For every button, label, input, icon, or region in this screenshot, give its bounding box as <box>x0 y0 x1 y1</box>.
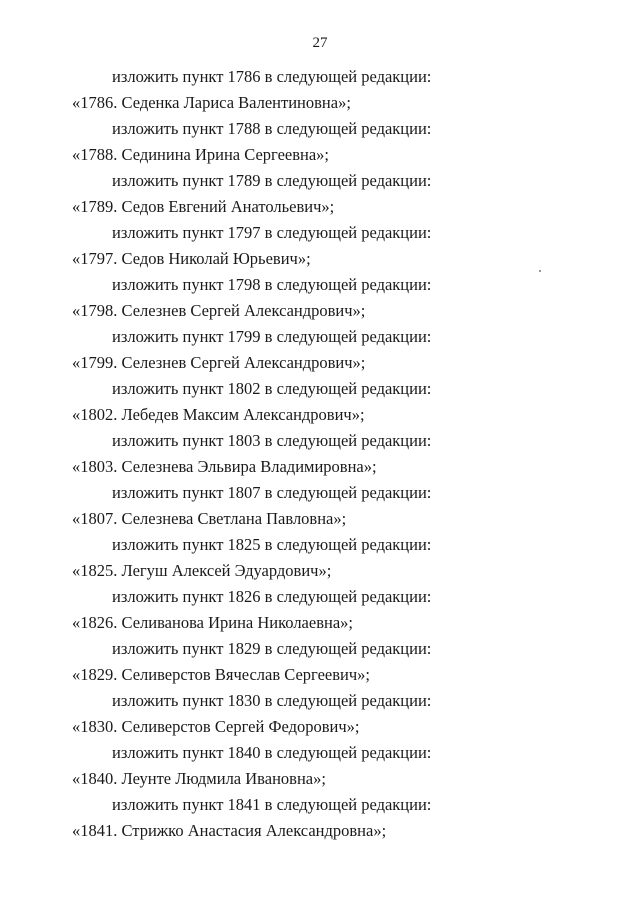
page-number: 27 <box>312 35 328 51</box>
amendment-text: «1802. Лебедев Максим Александрович»; <box>72 405 365 424</box>
amendment-text: «1788. Сединина Ирина Сергеевна»; <box>72 145 330 164</box>
amendment-instruction: изложить пункт 1829 в следующей редакции: <box>112 639 432 658</box>
amendment-list <box>0 64 640 844</box>
amendment-text: «1826. Селиванова Ирина Николаевна»; <box>72 613 353 632</box>
amendment-text: «1830. Селиверстов Сергей Федорович»; <box>72 717 360 736</box>
amendment-text: «1841. Стрижко Анастасия Александровна»; <box>72 821 387 840</box>
amendment-text: «1825. Легуш Алексей Эдуардович»; <box>72 561 332 580</box>
amendment-instruction: изложить пункт 1803 в следующей редакции: <box>112 431 432 450</box>
amendment-instruction: изложить пункт 1841 в следующей редакции: <box>112 795 432 814</box>
amendment-instruction: изложить пункт 1786 в следующей редакции: <box>112 67 432 86</box>
amendment-instruction: изложить пункт 1799 в следующей редакции: <box>112 327 432 346</box>
amendment-instruction: изложить пункт 1825 в следующей редакции: <box>112 535 432 554</box>
amendment-instruction: изложить пункт 1802 в следующей редакции: <box>112 379 432 398</box>
amendment-instruction: изложить пункт 1788 в следующей редакции: <box>112 119 432 138</box>
amendment-instruction: изложить пункт 1807 в следующей редакции: <box>112 483 432 502</box>
amendment-text: «1829. Селиверстов Вячеслав Сергеевич»; <box>72 665 370 684</box>
amendment-text: «1807. Селезнева Светлана Павловна»; <box>72 509 347 528</box>
amendment-instruction: изложить пункт 1830 в следующей редакции: <box>112 691 432 710</box>
amendment-text: «1797. Седов Николай Юрьевич»; <box>72 249 311 268</box>
amendment-instruction: изложить пункт 1789 в следующей редакции: <box>112 171 432 190</box>
amendment-text: «1798. Селезнев Сергей Александрович»; <box>72 301 366 320</box>
amendment-text: «1803. Селезнева Эльвира Владимировна»; <box>72 457 377 476</box>
amendment-text: «1840. Леунте Людмила Ивановна»; <box>72 769 326 788</box>
amendment-instruction: изложить пункт 1798 в следующей редакции: <box>112 275 432 294</box>
amendment-text: «1799. Селезнев Сергей Александрович»; <box>72 353 366 372</box>
amendment-instruction: изложить пункт 1840 в следующей редакции: <box>112 743 432 762</box>
amendment-instruction: изложить пункт 1826 в следующей редакции: <box>112 587 432 606</box>
amendment-text: «1786. Седенка Лариса Валентиновна»; <box>72 93 351 112</box>
amendment-instruction: изложить пункт 1797 в следующей редакции: <box>112 223 432 242</box>
amendment-text: «1789. Седов Евгений Анатольевич»; <box>72 197 335 216</box>
